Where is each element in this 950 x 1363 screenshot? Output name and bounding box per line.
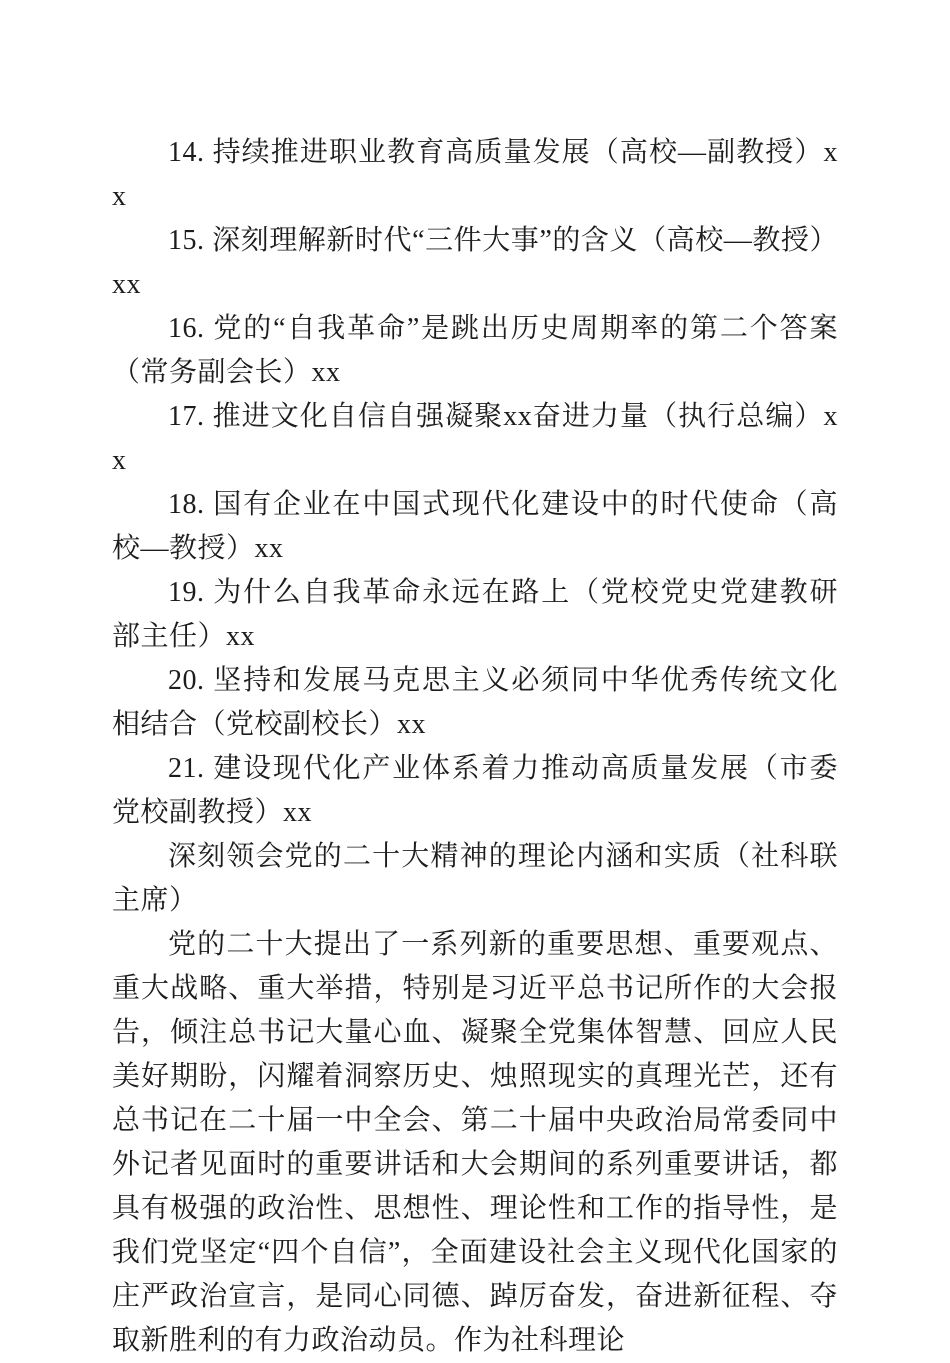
list-item-20: 20. 坚持和发展马克思主义必须同中华优秀传统文化相结合（党校副校长）xx (112, 665, 838, 740)
list-item-18: 18. 国有企业在中国式现代化建设中的时代使命（高校—教授）xx (112, 489, 838, 564)
list-item-17: 17. 推进文化自信自强凝聚xx奋进力量（执行总编）xx (112, 401, 838, 476)
list-item-16: 16. 党的“自我革命”是跳出历史周期率的第二个答案（常务副会长）xx (112, 313, 838, 388)
list-item-14: 14. 持续推进职业教育高质量发展（高校—副教授）xx (112, 137, 838, 212)
list-item-15: 15. 深刻理解新时代“三件大事”的含义（高校—教授）xx (112, 225, 838, 300)
section-heading: 深刻领会党的二十大精神的理论内涵和实质（社科联主席） (112, 841, 838, 916)
list-item-21: 21. 建设现代化产业体系着力推动高质量发展（市委党校副教授）xx (112, 753, 838, 828)
body-paragraph: 党的二十大提出了一系列新的重要思想、重要观点、重大战略、重大举措，特别是习近平总书记所作的大会报告，倾注总书记大量心血、凝聚全党集体智慧、回应人民美好期盼，闪耀着洞察历史、烛照现实的真理光芒，还有总书记在二十届一中全会、第二十届中央政治局常委同中外记者见面时的重要讲话和大会期间的系列重要讲话，都具有极强的政治性、思想性、理论性和工作的指导性，是我们党坚定“四个自信”，全面建设社会主义现代化国家的庄严政治宣言，是同心同德、踔厉奋发，奋进新征程、夺取新胜利的有力政治动员。作为社科理论 (112, 929, 838, 1356)
list-item-19: 19. 为什么自我革命永远在路上（党校党史党建教研部主任）xx (112, 577, 838, 652)
document-body (112, 131, 838, 1363)
